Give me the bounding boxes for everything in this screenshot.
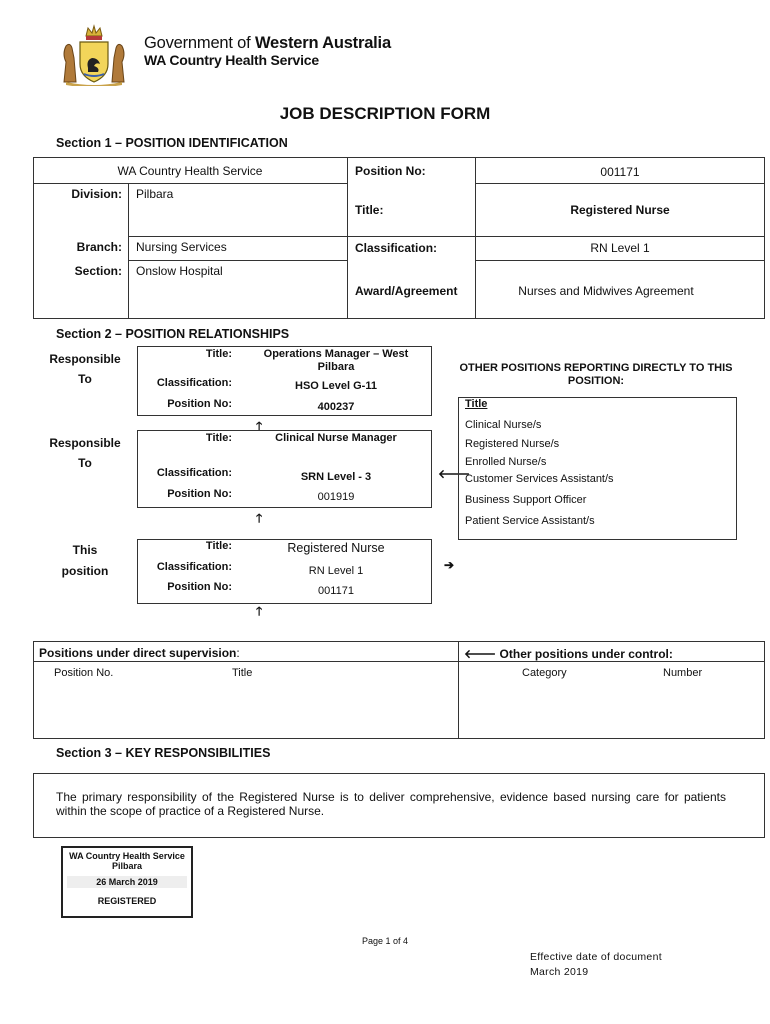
- list-item: Clinical Nurse/s: [465, 419, 542, 431]
- registration-stamp: [61, 846, 193, 918]
- box3-classification-value: RN Level 1: [308, 565, 364, 577]
- box2-position-no-value: 001919: [317, 491, 355, 503]
- stamp-region: Pilbara: [111, 861, 142, 871]
- col-position-no: Position No.: [54, 667, 114, 679]
- box2-classification-label: Classification:: [156, 467, 232, 479]
- other-positions-heading: OTHER POSITIONS REPORTING DIRECTLY TO THIS POSITION:: [459, 362, 733, 387]
- list-item: Enrolled Nurse/s: [465, 456, 547, 468]
- responsible-label-2: Responsible: [49, 436, 121, 450]
- box2-title-value: Clinical Nurse Manager: [275, 432, 397, 444]
- wa-coat-of-arms-icon: [56, 24, 132, 86]
- branch-label: Branch:: [76, 240, 122, 254]
- other-positions-title-header: Title: [465, 398, 488, 410]
- award-value: Nurses and Midwives Agreement: [518, 284, 694, 298]
- position-label: position: [61, 564, 109, 578]
- position-no-label: Position No:: [355, 164, 426, 178]
- arrow-left-icon: 🡐: [464, 647, 497, 661]
- stamp-status: REGISTERED: [97, 896, 157, 906]
- box1-title-value: Operations Manager – West Pilbara: [263, 348, 409, 373]
- title-value: Registered Nurse: [570, 203, 670, 217]
- section3-heading: Section 3 – KEY RESPONSIBILITIES: [56, 746, 271, 760]
- list-item: Registered Nurse/s: [465, 438, 560, 450]
- col-category: Category: [522, 667, 567, 679]
- box1-title-label: Title:: [205, 348, 232, 360]
- box1-classification-label: Classification:: [156, 377, 232, 389]
- list-item: Business Support Officer: [465, 494, 587, 506]
- section2-heading: Section 2 – POSITION RELATIONSHIPS: [56, 327, 290, 341]
- box1-classification-value: HSO Level G-11: [295, 380, 377, 392]
- key-responsibilities-text: The primary responsibility of the Registered Nurse is to deliver comprehensive, evidence based nursing care for patients within the scope of practice of a Registered Nurse.: [56, 790, 726, 818]
- org-name-line1: Government of Western Australia: [144, 34, 391, 52]
- arrow-left-icon: 🡐: [438, 467, 471, 481]
- responsible-label-1: Responsible: [49, 352, 121, 366]
- position-no-value: 001171: [600, 165, 640, 179]
- org-name-line2: WA Country Health Service: [144, 52, 319, 68]
- title-label: Title:: [355, 203, 384, 217]
- col-title: Title: [232, 667, 253, 679]
- to-label-1: To: [78, 372, 92, 386]
- classification-label: Classification:: [355, 241, 438, 255]
- stamp-org: WA Country Health Service: [69, 851, 185, 861]
- box3-title-label: Title:: [205, 540, 232, 552]
- box2-position-no-label: Position No:: [167, 488, 232, 500]
- box3-position-no-value: 001171: [318, 585, 354, 597]
- section-label: Section:: [74, 264, 122, 278]
- list-item: Patient Service Assistant/s: [465, 515, 595, 527]
- box1-position-no-value: 400237: [317, 401, 355, 413]
- branch-value: Nursing Services: [136, 240, 227, 254]
- box2-title-label: Title:: [205, 432, 232, 444]
- effective-date-label: Effective date of document: [530, 951, 662, 963]
- division-value: Pilbara: [136, 187, 174, 201]
- to-label-2: To: [78, 456, 92, 470]
- section1-heading: Section 1 – POSITION IDENTIFICATION: [56, 136, 288, 150]
- arrow-up-icon: 🡑: [256, 511, 263, 525]
- box1-position-no-label: Position No:: [167, 398, 232, 410]
- col-number: Number: [663, 667, 703, 679]
- box2-classification-value: SRN Level - 3: [300, 471, 372, 483]
- arrow-right-icon: ➔: [444, 558, 455, 572]
- page-title: JOB DESCRIPTION FORM: [279, 104, 491, 123]
- box3-title-value: Registered Nurse: [287, 541, 385, 555]
- box3-position-no-label: Position No:: [167, 581, 232, 593]
- other-control-heading: 🡐 Other positions under control:: [464, 647, 673, 661]
- list-item: Customer Services Assistant/s: [465, 473, 614, 485]
- service-name: WA Country Health Service: [117, 164, 263, 178]
- arrow-up-icon: 🡑: [256, 604, 263, 618]
- direct-supervision-heading: Positions under direct supervision:: [39, 646, 240, 660]
- page-number: Page 1 of 4: [361, 936, 409, 946]
- box3-classification-label: Classification:: [156, 561, 232, 573]
- division-label: Division:: [71, 187, 122, 201]
- section-value: Onslow Hospital: [136, 264, 223, 278]
- stamp-date: 26 March 2019: [67, 876, 187, 888]
- arrow-up-icon: 🡑: [256, 419, 263, 433]
- award-label: Award/Agreement: [355, 284, 458, 298]
- effective-date-value: March 2019: [530, 966, 589, 978]
- this-label: This: [72, 543, 98, 557]
- classification-value: RN Level 1: [590, 241, 650, 255]
